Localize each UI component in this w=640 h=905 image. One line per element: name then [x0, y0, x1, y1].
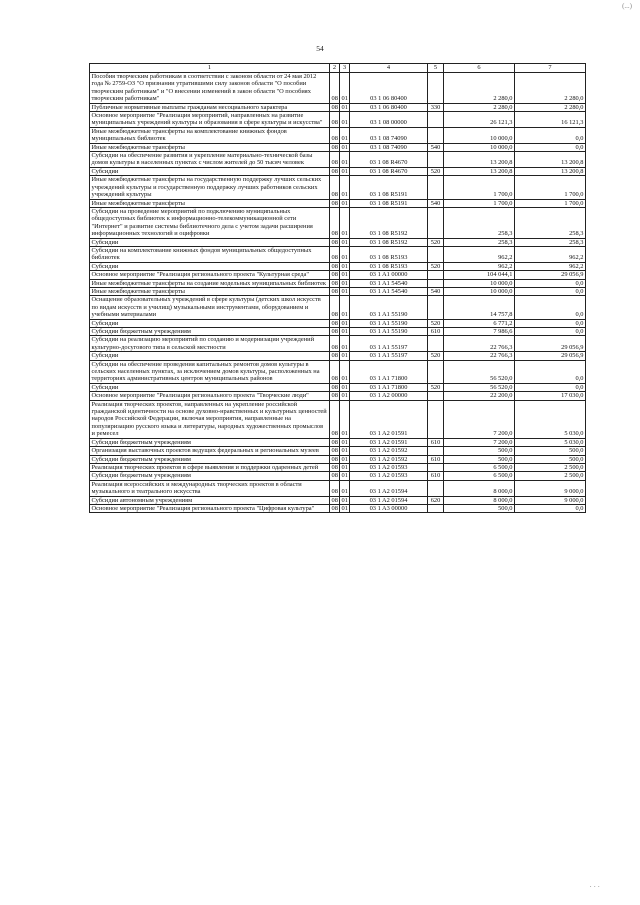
amount-cell: 1 700,0	[515, 199, 586, 207]
amount-cell: 2 280,0	[515, 73, 586, 104]
amount-cell: 500,0	[515, 455, 586, 463]
table-row	[90, 472, 586, 480]
item-name-cell: Субсидии автономным учреждениям	[90, 496, 330, 504]
subsection-code-cell: 01	[341, 103, 348, 111]
section-code-cell: 08	[330, 360, 340, 383]
amount-cell: 0,0	[515, 383, 586, 391]
item-name-cell: Иные межбюджетные трансферты	[90, 143, 330, 151]
amount-cell: 22 766,3	[444, 352, 515, 360]
expense-type-cell: 540	[428, 287, 444, 295]
item-name-cell: Субсидии на обеспечение проведения капитальных ремонтов домов культуры в сельских населенных пунктах, за исключением домов культуры, расположенных на территориях административных центров муниципальных районов	[90, 360, 330, 383]
amount-cell: 0,0	[515, 360, 586, 383]
item-name-cell: Субсидии на проведение мероприятий по подключению муниципальных общедоступных библиотек к информационно-телекоммуникационной сети "Интернет" и развитие системы библиотечного дела с учетом задачи расширения информационных технологий и оцифровки	[90, 207, 330, 238]
section-code-cell: 08	[331, 271, 338, 279]
amount-cell: 26 121,3	[444, 112, 515, 128]
amount-cell: 2 280,0	[444, 73, 515, 104]
table-row	[90, 496, 586, 504]
expense-type-cell	[428, 207, 444, 238]
item-name-cell: Основное мероприятие "Реализация мероприятий, направленных на развитие муниципальных учреждений культуры и образования в сфере культуры и искусства"	[90, 112, 330, 128]
subsection-code-cell: 01	[341, 352, 348, 360]
target-article-cell: 03 1 A2 01593	[350, 463, 428, 471]
amount-cell: 2 280,0	[444, 103, 515, 111]
amount-cell: 7 986,6	[444, 328, 515, 336]
expense-type-cell: 610	[428, 438, 444, 446]
amount-cell: 29 056,9	[515, 336, 586, 352]
section-code-cell: 08	[331, 472, 338, 480]
item-name-cell: Субсидии на реализацию мероприятий по созданию и модернизации учреждений культурно-досугового типа в сельской местности	[90, 336, 330, 352]
subsection-code-cell: 01	[341, 238, 348, 246]
section-code-cell: 08	[330, 400, 340, 438]
table-header-row	[90, 64, 586, 73]
item-name-cell: Основное мероприятие "Реализация регионального проекта "Культурная среда"	[90, 271, 330, 279]
item-name-cell: Реализация всероссийских и международных творческих проектов в области музыкального и театрального искусства	[90, 480, 330, 496]
subsection-code-cell: 01	[340, 73, 350, 104]
subsection-code-cell: 01	[340, 176, 350, 199]
amount-cell: 10 000,0	[444, 127, 515, 143]
target-article-cell: 03 1 08 R5193	[350, 262, 428, 270]
item-name-cell: Основное мероприятие "Реализация регионального проекта "Творческие люди"	[90, 392, 330, 400]
section-code-cell: 08	[330, 480, 340, 496]
table-row	[90, 176, 586, 199]
table-row	[90, 463, 586, 471]
table-row	[90, 504, 586, 512]
expense-type-cell: 330	[428, 103, 444, 111]
expense-type-cell	[428, 246, 444, 262]
table-row	[90, 127, 586, 143]
expense-type-cell: 610	[428, 472, 444, 480]
expense-type-cell: 610	[428, 328, 444, 336]
item-name-cell: Реализация творческих проектов, направленных на укрепление российской гражданской идентичности на основе духовно-нравственных и культурных ценностей народов Российской Федерации, включая мероприятия, направленные на популяризацию русского языка и литературы, народных художественных промыслов и ремесел	[90, 400, 330, 438]
target-article-cell: 03 1 A1 54540	[350, 279, 428, 287]
table-row	[90, 199, 586, 207]
amount-cell: 962,2	[444, 262, 515, 270]
target-article-cell: 03 1 A1 71800	[350, 360, 428, 383]
expense-type-cell	[428, 447, 444, 455]
target-article-cell: 03 1 06 80400	[350, 73, 428, 104]
target-article-cell: 03 1 06 80400	[350, 103, 428, 111]
section-code-cell: 08	[331, 199, 338, 207]
item-name-cell: Пособия творческим работникам в соответствии с законом области от 24 мая 2012 года № 2759-ОЗ "О признании утратившими силу законов области "О пособии творческим работникам" и "О внесении изменений в закон области "О пособиях творческим работникам"	[90, 73, 330, 104]
amount-cell: 0,0	[515, 143, 586, 151]
amount-cell: 7 200,0	[444, 400, 515, 438]
table-row	[90, 152, 586, 168]
subsection-code-cell: 01	[340, 480, 350, 496]
amount-cell: 13 200,8	[444, 167, 515, 175]
expense-type-cell: 520	[428, 383, 444, 391]
item-name-cell: Субсидии	[90, 352, 330, 360]
subsection-code-cell: 01	[341, 496, 348, 504]
target-article-cell: 03 1 A2 01594	[350, 496, 428, 504]
section-code-cell: 08	[330, 336, 340, 352]
subsection-code-cell: 01	[341, 143, 348, 151]
amount-cell: 10 000,0	[444, 143, 515, 151]
subsection-code-cell: 01	[341, 383, 348, 391]
section-code-cell: 08	[331, 463, 338, 471]
table-row	[90, 262, 586, 270]
amount-cell: 2 500,0	[515, 472, 586, 480]
amount-cell: 258,3	[444, 207, 515, 238]
amount-cell: 500,0	[444, 447, 515, 455]
subsection-code-cell: 01	[340, 296, 350, 319]
amount-cell: 7 200,0	[444, 438, 515, 446]
expense-type-cell: 520	[428, 319, 444, 327]
expense-type-cell: 520	[428, 352, 444, 360]
foot-mark: · · ·	[589, 883, 600, 891]
target-article-cell: 03 1 A1 55190	[350, 296, 428, 319]
section-code-cell: 08	[331, 103, 338, 111]
table-row	[90, 392, 586, 400]
budget-table	[89, 63, 586, 513]
target-article-cell: 03 1 08 74090	[350, 127, 428, 143]
amount-cell: 0,0	[515, 127, 586, 143]
section-code-cell: 08	[331, 383, 338, 391]
target-article-cell: 03 1 A2 01591	[350, 438, 428, 446]
table-row	[90, 73, 586, 104]
target-article-cell: 03 1 08 R5192	[350, 238, 428, 246]
section-code-cell: 08	[331, 262, 338, 270]
column-header: 7	[515, 64, 586, 73]
section-code-cell: 08	[331, 496, 338, 504]
subsection-code-cell: 01	[341, 328, 348, 335]
table-row	[90, 447, 586, 455]
column-header: 6	[444, 64, 515, 73]
table-row	[90, 287, 586, 295]
section-code-cell: 08	[330, 73, 340, 104]
amount-cell: 16 121,3	[515, 112, 586, 128]
amount-cell: 1 700,0	[444, 176, 515, 199]
subsection-code-cell: 01	[341, 455, 348, 463]
amount-cell: 29 056,9	[515, 271, 586, 279]
table-row	[90, 383, 586, 391]
section-code-cell: 08	[331, 167, 338, 175]
target-article-cell: 03 1 A2 01594	[350, 480, 428, 496]
column-header: 2	[330, 64, 340, 73]
expense-type-cell	[428, 504, 444, 512]
subsection-code-cell: 01	[341, 271, 348, 279]
amount-cell: 56 520,0	[444, 360, 515, 383]
section-code-cell: 08	[331, 392, 338, 400]
item-name-cell: Реализация творческих проектов в сфере выявления и поддержки одаренных детей	[90, 463, 330, 471]
table-row	[90, 438, 586, 446]
table-row	[90, 328, 586, 336]
item-name-cell: Публичные нормативные выплаты гражданам несоциального характера	[90, 103, 330, 111]
subsection-code-cell: 01	[341, 167, 348, 175]
expense-type-cell	[428, 400, 444, 438]
subsection-code-cell: 01	[340, 127, 350, 143]
expense-type-cell: 520	[428, 238, 444, 246]
amount-cell: 22 200,0	[444, 392, 515, 400]
amount-cell: 104 044,1	[444, 271, 515, 279]
amount-cell: 29 056,9	[515, 352, 586, 360]
amount-cell: 258,3	[515, 238, 586, 246]
expense-type-cell: 520	[428, 167, 444, 175]
subsection-code-cell: 01	[341, 504, 348, 512]
amount-cell: 9 000,0	[515, 496, 586, 504]
item-name-cell: Субсидии на комплектование книжных фондов муниципальных общедоступных библиотек	[90, 246, 330, 262]
table-row	[90, 246, 586, 262]
subsection-code-cell: 01	[340, 112, 350, 128]
table-row	[90, 112, 586, 128]
amount-cell: 962,2	[515, 246, 586, 262]
item-name-cell: Субсидии	[90, 167, 330, 175]
table-row	[90, 296, 586, 319]
subsection-code-cell: 01	[341, 438, 348, 446]
column-header: 4	[350, 64, 428, 73]
amount-cell: 962,2	[515, 262, 586, 270]
item-name-cell: Субсидии	[90, 238, 330, 246]
amount-cell: 14 757,8	[444, 296, 515, 319]
section-code-cell: 08	[331, 455, 338, 463]
subsection-code-cell: 01	[341, 472, 348, 480]
table-row	[90, 336, 586, 352]
amount-cell: 1 700,0	[515, 176, 586, 199]
amount-cell: 2 280,0	[515, 103, 586, 111]
amount-cell: 10 000,0	[444, 287, 515, 295]
target-article-cell: 03 1 A2 01593	[350, 472, 428, 480]
expense-type-cell	[428, 463, 444, 471]
section-code-cell: 08	[331, 328, 338, 335]
item-name-cell: Иные межбюджетные трансферты на комплектование книжных фондов муниципальных библиотек	[90, 127, 330, 143]
amount-cell: 1 700,0	[444, 199, 515, 207]
expense-type-cell	[428, 392, 444, 400]
subsection-code-cell: 01	[340, 336, 350, 352]
amount-cell: 500,0	[444, 504, 515, 512]
target-article-cell: 03 1 08 R4670	[350, 152, 428, 168]
item-name-cell: Иные межбюджетные трансферты	[90, 199, 330, 207]
item-name-cell: Основное мероприятие "Реализация регионального проекта "Цифровая культура"	[90, 504, 330, 512]
amount-cell: 22 766,3	[444, 336, 515, 352]
target-article-cell: 03 1 A1 55197	[350, 336, 428, 352]
expense-type-cell: 520	[428, 262, 444, 270]
item-name-cell: Иные межбюджетные трансферты	[90, 287, 330, 295]
table-row	[90, 167, 586, 175]
subsection-code-cell: 01	[340, 207, 350, 238]
section-code-cell: 08	[330, 246, 340, 262]
subsection-code-cell: 01	[341, 319, 348, 327]
amount-cell: 17 030,0	[515, 392, 586, 400]
target-article-cell: 03 1 08 R4670	[350, 167, 428, 175]
table-row	[90, 400, 586, 438]
expense-type-cell	[428, 279, 444, 287]
amount-cell: 500,0	[515, 447, 586, 455]
item-name-cell: Иные межбюджетные трансферты на государственную поддержку лучших сельских учреждений культуры и государственную поддержку лучших работников сельских учреждений культуры	[90, 176, 330, 199]
target-article-cell: 03 1 08 74090	[350, 143, 428, 151]
target-article-cell: 03 1 08 00000	[350, 112, 428, 128]
expense-type-cell	[428, 271, 444, 279]
expense-type-cell: 540	[428, 143, 444, 151]
amount-cell: 10 000,0	[444, 279, 515, 287]
expense-type-cell	[428, 360, 444, 383]
table-row	[90, 480, 586, 496]
section-code-cell: 08	[331, 279, 338, 287]
target-article-cell: 03 1 08 R5191	[350, 176, 428, 199]
target-article-cell: 03 1 08 R5192	[350, 207, 428, 238]
table-row	[90, 279, 586, 287]
column-header: 3	[340, 64, 350, 73]
section-code-cell: 08	[331, 352, 338, 360]
subsection-code-cell: 01	[340, 152, 350, 168]
section-code-cell: 08	[331, 143, 338, 151]
amount-cell: 258,3	[515, 207, 586, 238]
section-code-cell: 08	[330, 296, 340, 319]
amount-cell: 6 500,0	[444, 472, 515, 480]
table-row	[90, 143, 586, 151]
target-article-cell: 03 1 A3 00000	[350, 504, 428, 512]
table-row	[90, 238, 586, 246]
target-article-cell: 03 1 A1 71800	[350, 383, 428, 391]
target-article-cell: 03 1 A2 00000	[350, 392, 428, 400]
amount-cell: 0,0	[515, 279, 586, 287]
target-article-cell: 03 1 A1 55190	[350, 319, 428, 327]
item-name-cell: Субсидии бюджетным учреждениям	[90, 438, 330, 446]
expense-type-cell: 540	[428, 199, 444, 207]
amount-cell: 13 200,8	[515, 167, 586, 175]
subsection-code-cell: 01	[340, 360, 350, 383]
subsection-code-cell: 01	[341, 392, 348, 400]
section-code-cell: 08	[331, 438, 338, 446]
column-header: 5	[428, 64, 444, 73]
amount-cell: 13 200,8	[515, 152, 586, 168]
item-name-cell: Субсидии	[90, 319, 330, 327]
amount-cell: 5 030,0	[515, 438, 586, 446]
expense-type-cell	[428, 73, 444, 104]
subsection-code-cell: 01	[340, 246, 350, 262]
amount-cell: 13 200,8	[444, 152, 515, 168]
item-name-cell: Субсидии на обеспечение развития и укрепление материально-технической базы домов культуры в населенных пунктах с числом жителей до 50 тысяч человек	[90, 152, 330, 168]
item-name-cell: Иные межбюджетные трансферты на создание модельных муниципальных библиотек	[90, 279, 330, 287]
amount-cell: 8 000,0	[444, 496, 515, 504]
column-header: 1	[90, 64, 330, 73]
expense-type-cell	[428, 296, 444, 319]
amount-cell: 8 000,0	[444, 480, 515, 496]
subsection-code-cell: 01	[341, 199, 348, 207]
section-code-cell: 08	[331, 447, 338, 455]
amount-cell: 2 500,0	[515, 463, 586, 471]
amount-cell: 500,0	[444, 455, 515, 463]
section-code-cell: 08	[331, 287, 338, 295]
item-name-cell: Субсидии	[90, 262, 330, 270]
amount-cell: 258,3	[444, 238, 515, 246]
expense-type-cell: 610	[428, 455, 444, 463]
amount-cell: 962,2	[444, 246, 515, 262]
target-article-cell: 03 1 08 R5193	[350, 246, 428, 262]
subsection-code-cell: 01	[340, 400, 350, 438]
subsection-code-cell: 01	[341, 279, 348, 287]
table-row	[90, 271, 586, 279]
amount-cell: 9 000,0	[515, 480, 586, 496]
section-code-cell: 08	[330, 112, 340, 128]
target-article-cell: 03 1 08 R5191	[350, 199, 428, 207]
item-name-cell: Организация выставочных проектов ведущих федеральных и региональных музеев	[90, 447, 330, 455]
expense-type-cell: 620	[428, 496, 444, 504]
expense-type-cell	[428, 127, 444, 143]
target-article-cell: 03 1 A2 01591	[350, 400, 428, 438]
subsection-code-cell: 01	[341, 463, 348, 471]
corner-mark: (...)	[622, 2, 632, 10]
target-article-cell: 03 1 A1 55190	[350, 328, 428, 336]
amount-cell: 0,0	[515, 328, 586, 336]
target-article-cell: 03 1 A1 00000	[350, 271, 428, 279]
section-code-cell: 08	[331, 504, 338, 512]
table-row	[90, 352, 586, 360]
amount-cell: 0,0	[515, 287, 586, 295]
section-code-cell: 08	[330, 176, 340, 199]
target-article-cell: 03 1 A1 55197	[350, 352, 428, 360]
target-article-cell: 03 1 A2 01592	[350, 455, 428, 463]
expense-type-cell	[428, 336, 444, 352]
table-row	[90, 360, 586, 383]
amount-cell: 6 771,2	[444, 319, 515, 327]
section-code-cell: 08	[331, 238, 338, 246]
section-code-cell: 08	[330, 207, 340, 238]
section-code-cell: 08	[330, 127, 340, 143]
subsection-code-cell: 01	[341, 262, 348, 270]
amount-cell: 56 520,0	[444, 383, 515, 391]
amount-cell: 0,0	[515, 296, 586, 319]
subsection-code-cell: 01	[341, 287, 348, 295]
amount-cell: 0,0	[515, 319, 586, 327]
item-name-cell: Субсидии	[90, 383, 330, 391]
table-row	[90, 103, 586, 111]
expense-type-cell	[428, 112, 444, 128]
expense-type-cell	[428, 480, 444, 496]
table-row	[90, 207, 586, 238]
item-name-cell: Субсидии бюджетным учреждениям	[90, 455, 330, 463]
expense-type-cell	[428, 152, 444, 168]
section-code-cell: 08	[331, 319, 338, 327]
amount-cell: 5 030,0	[515, 400, 586, 438]
table-row	[90, 455, 586, 463]
page-number: 54	[316, 44, 324, 53]
target-article-cell: 03 1 A1 54540	[350, 287, 428, 295]
item-name-cell: Субсидии бюджетным учреждениям	[90, 328, 330, 336]
item-name-cell: Оснащение образовательных учреждений в сфере культуры (детских школ искусств по видам искусств и училищ) музыкальными инструментами, оборудованием и учебными материалами	[90, 296, 330, 319]
section-code-cell: 08	[330, 152, 340, 168]
table-row	[90, 319, 586, 327]
subsection-code-cell: 01	[341, 447, 348, 455]
amount-cell: 6 500,0	[444, 463, 515, 471]
amount-cell: 0,0	[515, 504, 586, 512]
expense-type-cell	[428, 176, 444, 199]
item-name-cell: Субсидии бюджетным учреждениям	[90, 472, 330, 480]
target-article-cell: 03 1 A2 01592	[350, 447, 428, 455]
